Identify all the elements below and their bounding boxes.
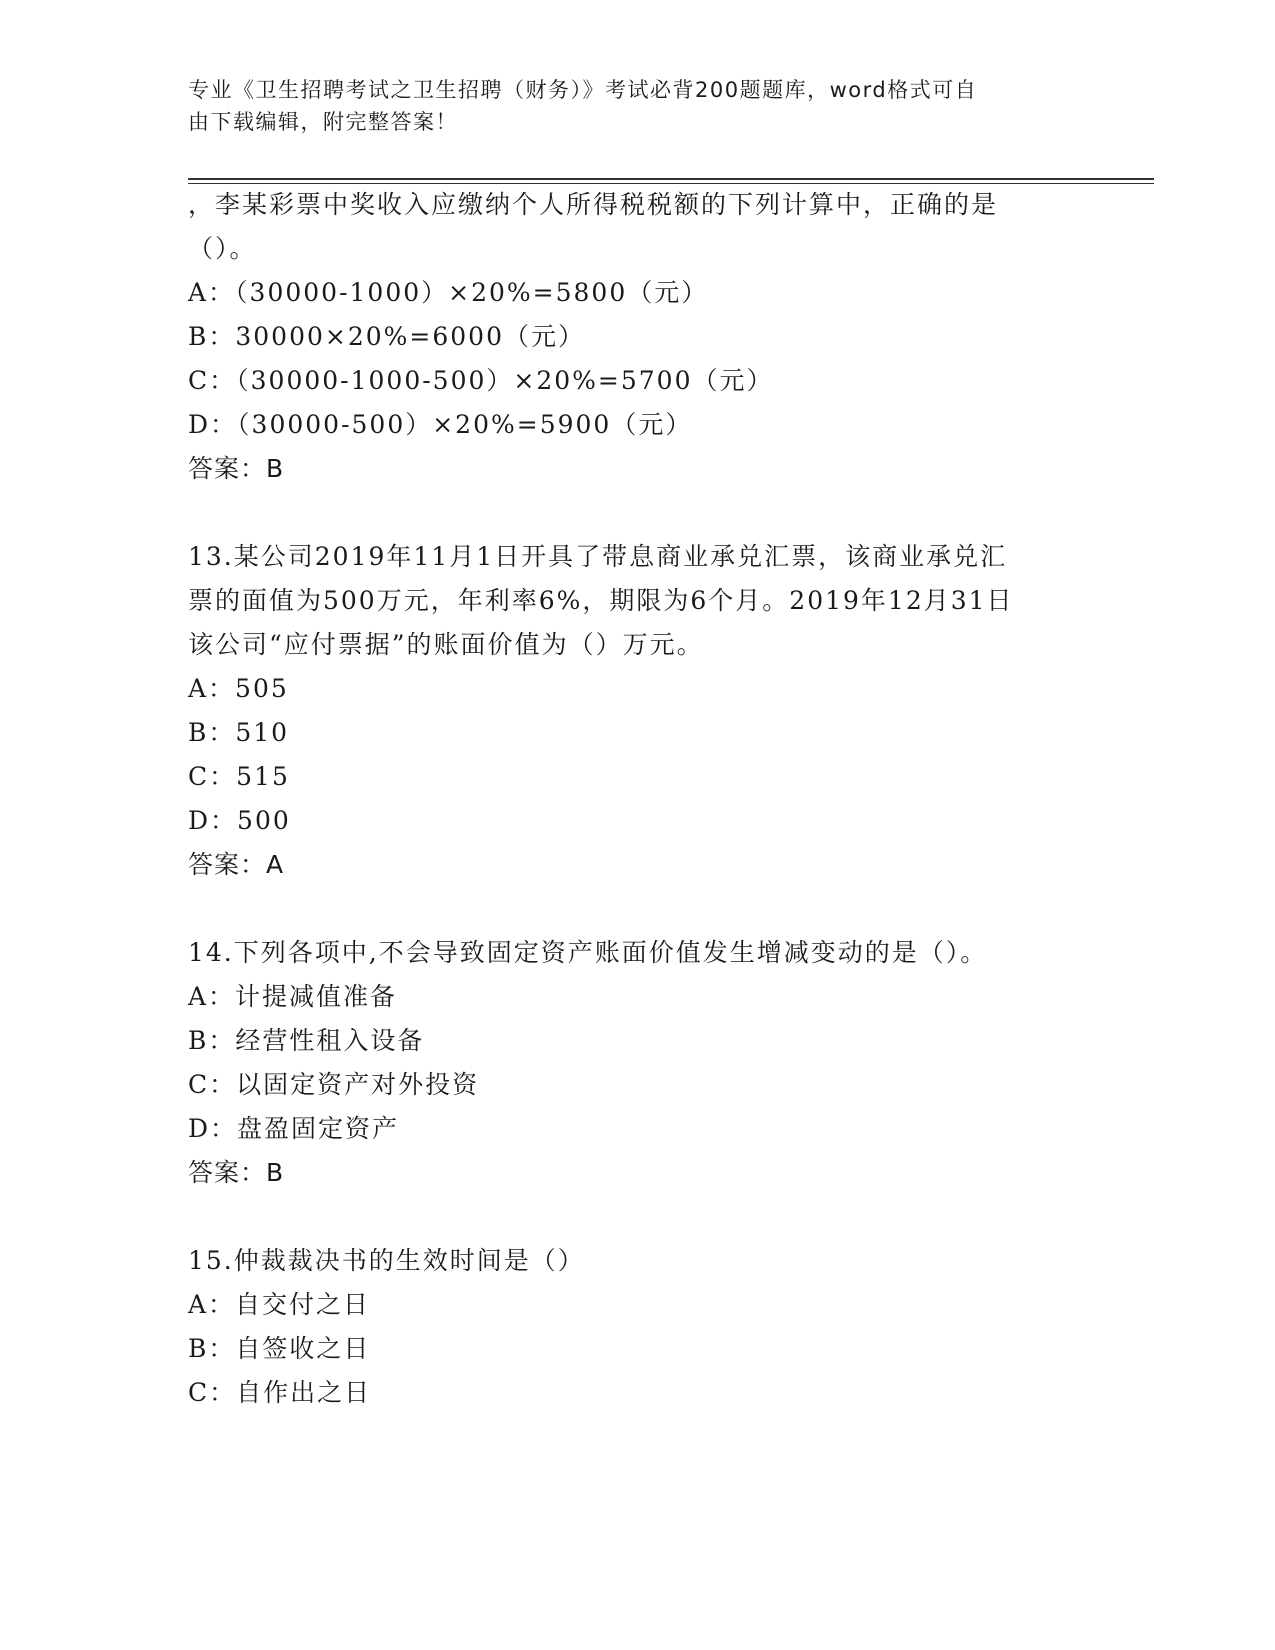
q15-stem-line-1: 15.仲裁裁决书的生效时间是（） <box>188 1246 585 1275</box>
q12-stem-line-2: （）。 <box>188 234 257 263</box>
q13-option-a: A：505 <box>188 674 289 703</box>
q13-stem-line-2: 票的面值为500万元，年利率6%，期限为6个月。2019年12月31日 <box>188 586 1014 615</box>
q13-option-b: B：510 <box>188 718 290 747</box>
header-divider-thin <box>188 183 1154 184</box>
q15-option-a: A：自交付之日 <box>188 1290 371 1319</box>
q13-option-d: D：500 <box>188 806 291 835</box>
q13-option-c: C：515 <box>188 762 290 791</box>
document-header <box>188 74 1088 138</box>
q12-option-d: D：（30000-500）×20%=5900（元） <box>188 410 693 439</box>
header-line-2: 由下载编辑，附完整答案！ <box>188 110 458 134</box>
q14-option-c: C：以固定资产对外投资 <box>188 1070 480 1099</box>
q14-stem-line-1: 14.下列各项中,不会导致固定资产账面价值发生增减变动的是（）。 <box>188 938 988 967</box>
q13-stem-line-1: 13.某公司2019年11月1日开具了带息商业承兑汇票，该商业承兑汇 <box>188 542 1008 571</box>
q14-option-d: D：盘盈固定资产 <box>188 1114 400 1143</box>
q12-option-b: B：30000×20%=6000（元） <box>188 322 585 351</box>
q13-answer: 答案：A <box>188 850 285 879</box>
q15-option-c: C：自作出之日 <box>188 1378 372 1407</box>
q12-answer: 答案：B <box>188 454 285 483</box>
q12-option-a: A：（30000-1000）×20%=5800（元） <box>188 278 709 307</box>
q12-option-c: C：（30000-1000-500）×20%=5700（元） <box>188 366 774 395</box>
header-line-1: 专业《卫生招聘考试之卫生招聘（财务）》考试必背200题题库，word格式可自 <box>188 78 978 102</box>
q14-option-b: B：经营性租入设备 <box>188 1026 425 1055</box>
q13-stem-line-3: 该公司“应付票据”的账面价值为（）万元。 <box>188 630 704 659</box>
q15-option-b: B：自签收之日 <box>188 1334 371 1363</box>
q12-stem-line-1: ，李某彩票中奖收入应缴纳个人所得税税额的下列计算中，正确的是 <box>188 190 999 219</box>
header-divider-thick <box>188 178 1154 180</box>
q14-answer: 答案：B <box>188 1158 285 1187</box>
q14-option-a: A：计提减值准备 <box>188 982 398 1011</box>
